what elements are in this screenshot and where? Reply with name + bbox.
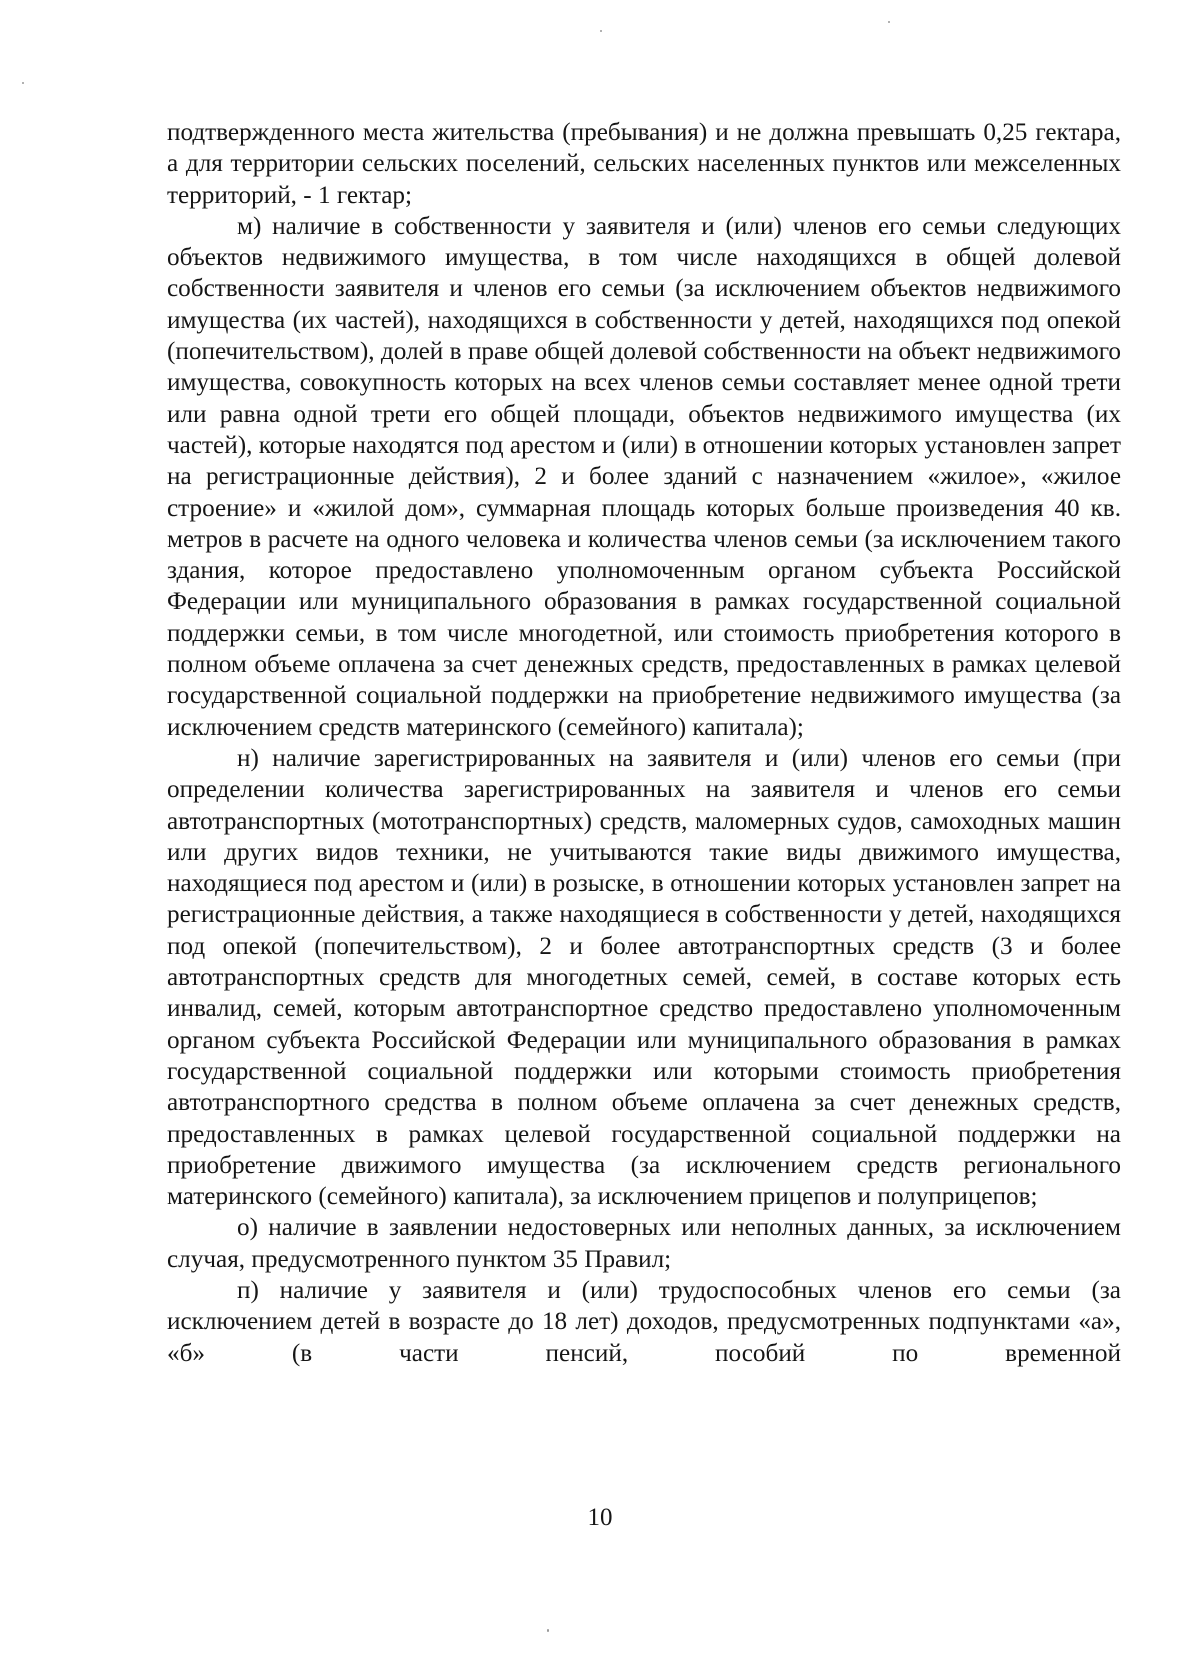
- page-number: 10: [587, 1504, 613, 1531]
- scan-speck: [547, 1629, 549, 1632]
- paragraph-item-p: п) наличие у заявителя и (или) трудоспособных членов его семьи (за исключением детей в возрасте до 18 лет) доходов, предусмотренных подпунктами «а», «б» (в части пенсий, пособий по временной: [167, 1276, 1121, 1367]
- paragraph-item-o: о) наличие в заявлении недостоверных или неполных данных, за исключением случая, предусмотренного пунктом 35 Правил;: [167, 1214, 1121, 1273]
- document-body: [167, 117, 1121, 1369]
- paragraph-item-n: н) наличие зарегистрированных на заявителя и (или) членов его семьи (при определении количества зарегистрированных на заявителя и членов его семьи автотранспортных (мототранспортных) средств, маломерных судов, самоходных машин или других видов техники, не учитываются такие виды движимого имущества, находящиеся под арестом и (или) в розыске, в отношении которых установлен запрет на регистрационные действия, а также находящиеся в собственности у детей, находящихся под опекой (попечительством), 2 и более автотранспортных средств (3 и более автотранспортных средств для многодетных семей, семей, в составе которых есть инвалид, семей, которым автотранспортное средство предоставлено уполномоченным органом субъекта Российской Федерации или муниципального образования в рамках государственной социальной поддержки или которыми стоимость приобретения автотранспортного средства в полном объеме оплачена за счет денежных средств, предоставленных в рамках целевой государственной социальной поддержки на приобретение движимого имущества (за исключением средств регионального материнского (семейного) капитала), за исключением прицепов и полуприцепов;: [167, 744, 1121, 1211]
- scan-speck: [22, 82, 24, 84]
- scan-speck: [600, 30, 602, 32]
- paragraph-item-m: м) наличие в собственности у заявителя и (или) членов его семьи следующих объектов недвижимого имущества, в том числе находящихся в общей долевой собственности заявителя и членов его семьи (за исключением объектов недвижимого имущества (их частей), находящихся в собственности у детей, находящихся под опекой (попечительством), долей в праве общей долевой собственности на объект недвижимого имущества, совокупность которых на всех членов семьи составляет менее одной трети или равна одной трети его общей площади, объектов недвижимого имущества (их частей), которые находятся под арестом и (или) в отношении которых установлен запрет на регистрационные действия), 2 и более зданий с назначением «жилое», «жилое строение» и «жилой дом», суммарная площадь которых больше произведения 40 кв. метров в расчете на одного человека и количества членов семьи (за исключением такого здания, которое предоставлено уполномоченным органом субъекта Российской Федерации или муниципального образования в рамках государственной социальной поддержки семьи, в том числе многодетной, или стоимость приобретения которого в полном объеме оплачена за счет денежных средств, предоставленных в рамках целевой государственной социальной поддержки на приобретение недвижимого имущества (за исключением средств материнского (семейного) капитала);: [167, 212, 1121, 741]
- paragraph-continuation: подтвержденного места жительства (пребывания) и не должна превышать 0,25 гектара, а для территории сельских поселений, сельских населенных пунктов или межселенных территорий, - 1 гектар;: [167, 119, 1121, 209]
- scan-speck: [888, 21, 890, 23]
